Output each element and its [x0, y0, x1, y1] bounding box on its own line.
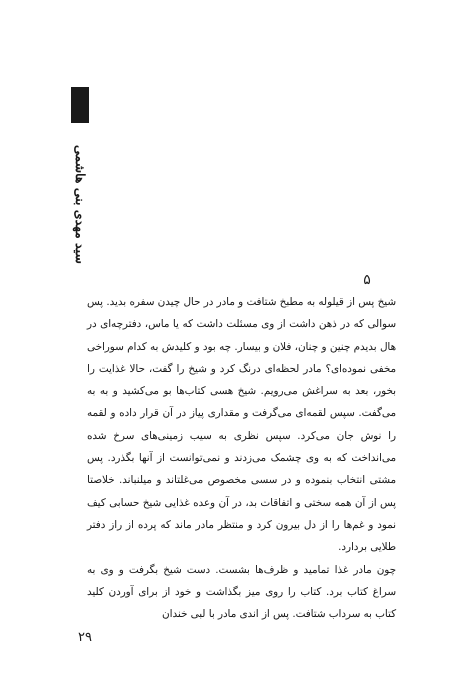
paragraph: چون مادر غذا تمامید و ظرف‌ها بشست. دست شیخ بگرفت و وی به سراغ کتاب برد. کتاب را روی میز بگذاشت و خود از برای آوردن کلید کتاب به سرداب شتافت. پس از اندی مادر با لبی خندان — [87, 563, 396, 621]
body-text — [87, 291, 396, 625]
page-number: ۲۹ — [78, 630, 92, 645]
paragraph: شیخ پس از قیلوله به مطبخ شتافت و مادر در حال چیدن سفره بدید. پس سوالی که در ذهن داشت از وی مسئلت داشت که یا ماس، دفترچه‌ای در هال بدیدم چنین و چنان، فلان و بیسار. چه بود و کلیدش به کدام سوراخی مخفی نموده‌ای؟ مادر لحظه‌ای درنگ کرد و شیخ را گفت، حالا غذایت را بخور، بعد به سراغش می‌رویم. شیخ هسی کتاب‌ها بو می‌کشید و به به می‌گفت. سپس لقمه‌ای می‌گرفت و مقداری پیاز در آن قرار داده و لقمه را نوش جان می‌کرد. سپس نظری به سیب زمینی‌های سرخ شده می‌انداخت که به وی چشمک می‌زدند و نمی‌توانست از آنها بگذرد. پس مشتی انتخاب بنموده و در سسی مخصوص می‌غلتاند و میلنباند. خلاصتا پس از آن همه سختی و اتفاقات بد، در آن وعده غذایی شیخ حسابی کیف نمود و غم‌ها را از دل بیرون کرد و منتظر مادر ماند که پرده از راز دفتر طلایی بردارد. — [87, 296, 396, 554]
author-name-running-head: سید مهدی بنی هاشمی — [73, 145, 88, 264]
chapter-tab-marker — [71, 87, 89, 123]
section-number: ۵ — [363, 272, 371, 288]
